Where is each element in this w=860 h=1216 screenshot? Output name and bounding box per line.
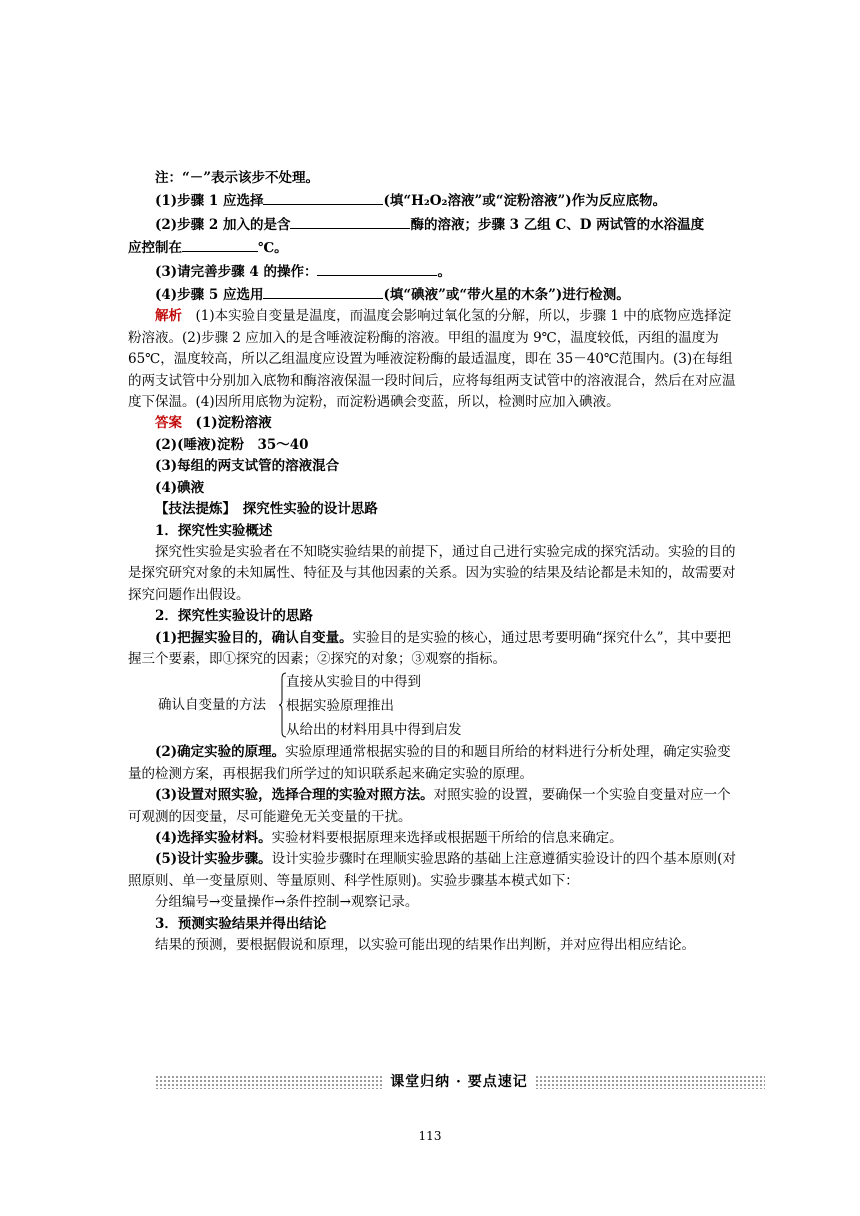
brace-items <box>286 670 462 742</box>
paragraph-lead: (1)把握实验目的，确认自变量。 <box>155 629 353 646</box>
answer-item: (2)(唾液)淀粉 35～40 <box>155 436 309 453</box>
flow-line: 分组编号→变量操作→条件控制→观察记录。 <box>155 894 419 911</box>
banner-title: 课堂归纳 · 要点速记 <box>390 1074 528 1090</box>
section-3-heading: 3．预测实验结果并得出结论 <box>155 915 327 932</box>
question-2 <box>128 213 738 236</box>
paragraph-lead: (3)设置对照实验，选择合理的实验对照方法。 <box>155 787 434 804</box>
paragraph-lead: (4)选择实验材料。 <box>155 829 272 846</box>
section-2-paragraph-4 <box>128 828 738 849</box>
answer-label: 答案 <box>155 415 182 432</box>
dotted-rule <box>155 1075 383 1089</box>
answer-item: (4)碘液 <box>155 479 205 496</box>
answer-blank <box>182 236 258 252</box>
q4-suffix: (填“碘液”或“带火星的木条”)进行检测。 <box>383 287 630 304</box>
dotted-rule <box>535 1075 765 1089</box>
brace-item: 根据实验原理推出 <box>286 698 394 715</box>
section-2-paragraph-1 <box>128 628 738 671</box>
q2-prefix: (2)步骤 2 加入的是含 <box>155 216 291 233</box>
q1-prefix: (1)步骤 1 应选择 <box>155 193 264 210</box>
brace-item: 从给出的材料用具中得到启发 <box>286 722 462 739</box>
paragraph-body: 实验原理通常根据实验的目的和题目所给的材料进行分析处理，确定实验变量的检测方案，再根据我们所学过的知识联系起来确定实验的原理。 <box>128 744 731 782</box>
question-1 <box>128 189 738 212</box>
answer-item: (3)每组的两支试管的溶液混合 <box>155 458 340 475</box>
brace-diagram <box>128 670 738 742</box>
question-3 <box>128 260 738 283</box>
page-number: 113 <box>418 1129 442 1143</box>
skill-title: 【技法提炼】 探究性实验的设计思路 <box>155 501 378 518</box>
q2-line2-prefix: 应控制在 <box>128 240 182 257</box>
paragraph-lead: (5)设计实验步骤。 <box>155 851 272 868</box>
section-2-paragraph-3 <box>128 785 738 828</box>
q2-line2-suffix: ℃。 <box>258 240 288 257</box>
section-2-heading: 2．探究性实验设计的思路 <box>155 608 313 625</box>
answer-line-1 <box>128 413 738 434</box>
analysis-label: 解析 <box>155 308 182 325</box>
brace-label: 确认自变量的方法 <box>158 697 266 714</box>
answer-item: (1)淀粉溶液 <box>195 415 272 432</box>
q3-suffix: 。 <box>437 263 451 280</box>
answer-blank <box>290 213 410 229</box>
answer-blank <box>317 260 437 276</box>
q2-middle: 酶的溶液；步骤 3 乙组 C、D 两试管的水浴温度 <box>410 216 705 233</box>
answer-blank <box>263 283 383 299</box>
paragraph-body: 对照实验的设置，要确保一个实验自变量对应一个可观测的因变量，尽可能避免无关变量的干扰。 <box>128 787 731 825</box>
paragraph-body: 实验材料要根据原理来选择或根据题干所给的信息来确定。 <box>271 829 623 846</box>
analysis-text: (1)本实验自变量是温度，而温度会影响过氧化氢的分解，所以，步骤 1 中的底物应选择淀粉溶液。(2)步骤 2 应加入的是含唾液淀粉酶的溶液。甲组的温度为 9℃，温度较低，丙组的温度为 65℃，温度较高，所以乙组温度应设置为唾液淀粉酶的最适温度，即在 35－40℃范围内。(3)在每组的两支试管中分别加入底物和酶溶液保温一段时间后，应将每组两支试管中的溶液混合，然后在对应温度下保温。(4)因所用底物为淀粉，而淀粉遇碘会变蓝，所以，检测时应加入碘液。 <box>128 308 736 411</box>
section-2-paragraph-2 <box>128 742 738 785</box>
section-2-paragraph-5 <box>128 849 738 892</box>
section-banner <box>155 1073 765 1091</box>
q3-prefix: (3)请完善步骤 4 的操作： <box>155 263 318 280</box>
section-3-text: 结果的预测，要根据假说和原理，以实验可能出现的结果作出判断，并对应得出相应结论。 <box>155 937 695 953</box>
brace-item: 直接从实验目的中得到 <box>286 674 421 691</box>
paragraph-body: 设计实验步骤时在理顺实验思路的基础上注意遵循实验设计的四个基本原则(对照原则、单一变量原则、等量原则、科学性原则)。实验步骤基本模式如下： <box>128 851 736 889</box>
page-content <box>128 168 738 956</box>
note-line: 注：“－”表示该步不处理。 <box>155 170 320 186</box>
section-1-heading: 1．探究性实验概述 <box>155 522 273 539</box>
question-2-continued <box>128 236 738 259</box>
analysis-paragraph <box>128 306 738 413</box>
paragraph-body: 实验目的是实验的核心，通过思考要明确“探究什么”，其中要把握三个要素，即①探究的因素；②探究的对象；③观察的指标。 <box>128 629 731 667</box>
question-4 <box>128 283 738 306</box>
answer-blank <box>263 189 383 205</box>
q1-suffix: (填“H₂O₂溶液”或“淀粉溶液”)作为反应底物。 <box>383 193 667 210</box>
section-1-text: 探究性实验是实验者在不知晓实验结果的前提下，通过自己进行实验完成的探究活动。实验的目的是探究研究对象的未知属性、特征及与其他因素的关系。因为实验的结果及结论都是未知的，故需要对探究问题作出假设。 <box>128 543 736 603</box>
q4-prefix: (4)步骤 5 应选用 <box>155 287 264 304</box>
paragraph-lead: (2)确定实验的原理。 <box>155 744 286 761</box>
